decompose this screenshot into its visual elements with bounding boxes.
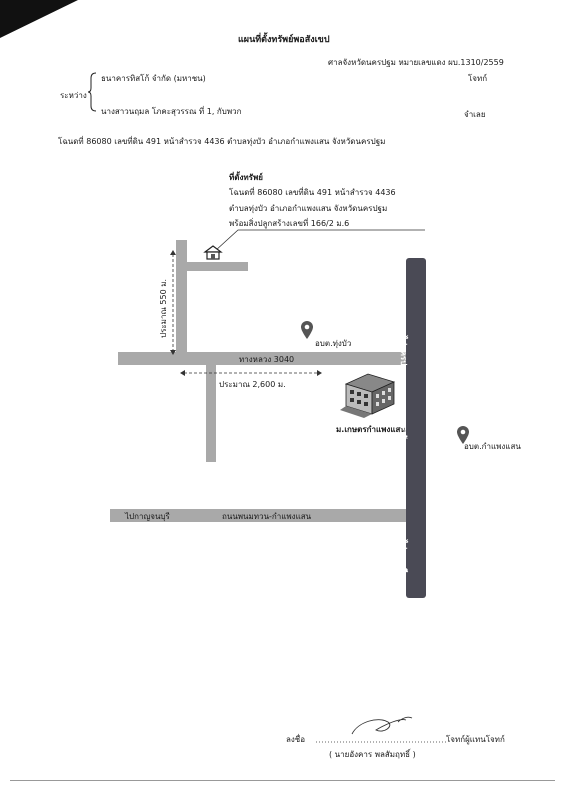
poi-kamphaeng-saen-label: อบต.กำแพงแสน: [464, 442, 521, 451]
house-icon: [203, 244, 223, 260]
dotted-signature-line: [316, 740, 446, 744]
to-nakhon-pathom-label: ไปนครปฐม: [399, 336, 408, 375]
property-heading: ที่ตั้งทรัพย์: [229, 173, 263, 182]
side-road-property-spur: [186, 262, 248, 271]
to-kanchanaburi-label: ไปกาญจนบุรี: [125, 512, 170, 521]
property-line-2: ตำบลทุ่งบัว อำเภอกำแพงแสน จังหวัดนครปฐม: [229, 204, 388, 213]
plaintiff-role: โจทก์: [468, 74, 488, 83]
road-phanom-thuan-label: ถนนพนมทวน-กำแพงแสน: [222, 512, 312, 521]
signer-name: ( นายอังคาร พลสัมฤทธิ์ ): [329, 750, 416, 759]
main-road-name-label: ถนนมาลัยแมน: [399, 408, 408, 460]
map-pin-icon: [300, 320, 314, 340]
page-title: แผนที่ตั้งทรัพย์พอสังเขป: [238, 35, 330, 45]
plaintiff-name: ธนาคารทิสโก้ จำกัด (มหาชน): [101, 74, 206, 83]
signature-role: โจทก์ผู้แทนโจทก์: [446, 735, 505, 744]
sign-label: ลงชื่อ: [286, 735, 306, 744]
poi-tung-bua-label: อบต.ทุ่งบัว: [315, 339, 352, 348]
to-ratchaburi-label: ไปราชบุรี: [399, 540, 408, 573]
defendant-role: จำเลย: [464, 110, 486, 119]
defendant-name: นางสาวนฤมล โภคะสุวรรณ ที่ 1, กับพวก: [101, 107, 242, 116]
property-line-3: พร้อมสิ่งปลูกสร้างเลขที่ 166/2 ม.6: [229, 219, 350, 228]
handwritten-signature: [348, 712, 416, 740]
distance-horizontal-label: ประมาณ 2,600 ม.: [219, 380, 286, 389]
property-line-1: โฉนดที่ 86080 เลขที่ดิน 491 หน้าสำรวจ 4436: [229, 188, 396, 197]
university-building-icon: [338, 370, 400, 418]
deed-line: โฉนดที่ 86080 เลขที่ดิน 491 หน้าสำรวจ 4436 ตำบลทุ่งบัว อำเภอกำแพงแสน จังหวัดนครปฐม: [58, 137, 386, 146]
side-road-vertical-south: [206, 364, 216, 462]
court-case-line: ศาลจังหวัดนครปฐม หมายเลขแดง ผบ.1310/2559: [328, 58, 504, 67]
highway-3040-label: ทางหลวง 3040: [239, 355, 295, 364]
distance-arrow-horizontal: [180, 368, 322, 378]
university-label: ม.เกษตรกำแพงแสน: [336, 425, 406, 434]
between-label: ระหว่าง: [60, 91, 87, 100]
distance-vertical-label: ประมาณ 550 ม.: [159, 278, 168, 338]
